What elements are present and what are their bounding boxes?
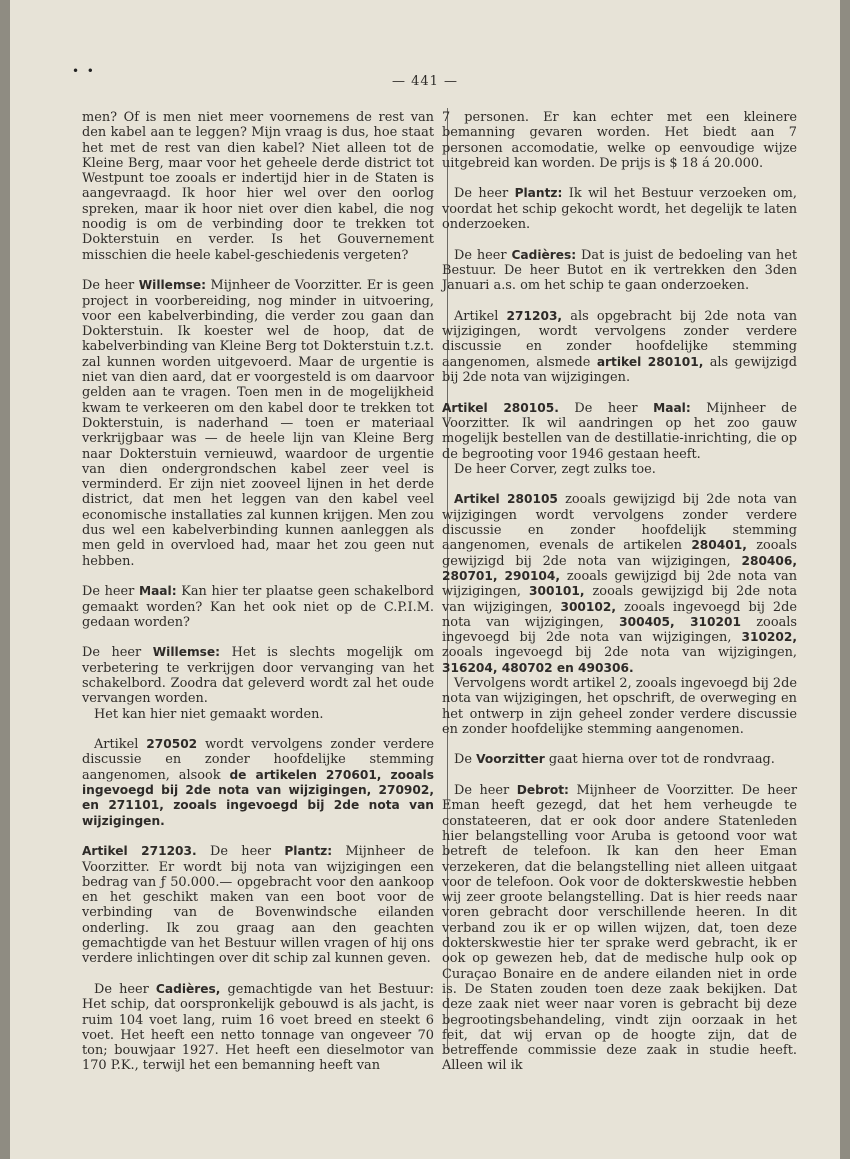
- document-page: [10, 0, 840, 1159]
- left-column: [82, 110, 434, 1074]
- paragraph: De heer Willemse: Het is slechts mogelijk om verbetering te verkrijgen door vervanging van het schakelbord. Zoodra dat geleverd wordt zal het oude vervangen worden.: [82, 645, 434, 707]
- paragraph: De heer Willemse: Mijnheer de Voorzitter. Er is geen project in voorbereiding, nog minder in uitvoering, voor een kabelverbinding, die verder zou gaan dan Dokterstuin. Ik koester wel de hoop, dat de kabelverbinding van Kleine Berg tot Dokterstuin t.z.t. zal kunnen worden uitgevoerd. Maar de urgentie is niet van dien aard, dat er voorgesteld is om daarvoor gelden aan te vragen. Toen men in de mogelijkheid kwam te verkeeren om den kabel door te trekken tot Dokterstuin, is naderhand — toen er materiaal verkrijgbaar was — de heele lijn van Kleine Berg naar Dokterstuin vernieuwd, waardoor de urgentie van dien ondergrondschen kabel zeer veel is verminderd. Er zijn niet zooveel lijnen in het derde district, dat men het leggen van den kabel veel economische installaties zal kunnen krijgen. Men zou dus wel een kabelverbinding kunnen aanleggen als men geld in overvloed had, maar het zou geen nut hebben.: [82, 278, 434, 569]
- paragraph: De heer Maal: Kan hier ter plaatse geen schakelbord gemaakt worden? Kan het ook niet op de C.P.I.M. gedaan worden?: [82, 584, 434, 630]
- paragraph: Artikel 271203. De heer Plantz: Mijnheer de Voorzitter. Er wordt bij nota van wijzigingen een bedrag van ƒ 50.000.— opgebracht voor den aankoop en het geschikt maken van een boot voor de verbinding van de Bovenwindsche eilanden onderling. Ik zou graag aan den geachten gemachtigde van het Bestuur willen vragen of hij ons verdere inlichtingen over dit schip zal kunnen geven.: [82, 844, 435, 967]
- paragraph: men? Of is men niet meer voornemens de rest van den kabel aan te leggen? Mijn vraag is dus, hoe staat het met de rest van dien kabel? Niet alleen tot de Kleine Berg, maar voor het geheele derde district tot Westpunt toe zooals er indertijd hier in de Staten is aangevraagd. Ik hoor hier wel over den oorlog spreken, maar ik hoor niet over dien kabel, die nog noodig is om de verbinding door te trekken tot Dokterstuin en verder. Is het Gouvernement misschien die heele kabel-geschiedenis vergeten?: [82, 110, 434, 263]
- paragraph: Artikel 271203, als opgebracht bij 2de nota van wijzigingen, wordt vervolgens zonder verdere discussie en zonder hoofdelijke stemming aangenomen, alsmede artikel 280101, als gewijzigd bij 2de nota van wijzigingen.: [442, 308, 798, 386]
- paragraph: De heer Corver, zegt zulks toe.: [454, 461, 656, 477]
- paragraph: De heer Cadières, gemachtigde van het Bestuur: Het schip, dat oorspronkelijk gebouwd is als jacht, is ruim 104 voet lang, ruim 16 voet breed en steekt 6 voet. Het heeft een netto tonnage van ongeveer 70 ton; bouwjaar 1927. Het heeft een dieselmotor van 170 P.K., terwijl het een bemanning heeft van: [82, 981, 434, 1074]
- paragraph: Artikel 280105 zooals gewijzigd bij 2de nota van wijzigingen wordt vervolgens zonder verdere discussie en zonder hoofdelijk stemming aangenomen, evenals de artikelen 280401, zooals gewijzigd bij 2de nota van wijzigingen, 280406, 280701, 290104, zooals gewijzigd bij 2de nota van wijzigingen, 300101, zooals gewijzigd bij 2de nota van wijzigingen, 300102, zooals ingevoegd bij 2de nota van wijzigingen, 300405, 310201 zooals ingevoegd bij 2de nota van wijzigingen, 310202, zooals ingevoegd bij 2de nota van wijzigingen, 316204, 480702 en 490306.: [442, 492, 798, 675]
- paragraph: Artikel 270502 wordt vervolgens zonder verdere discussie en zonder hoofdelijke stemming aangenomen, alsook de artikelen 270601, zooals ingevoegd bij 2de nota van wijzigingen, 270902, en 271101, zooals ingevoegd bij 2de nota van wijzigingen.: [82, 737, 434, 828]
- paragraph: 7 personen. Er kan echter met een kleinere bemanning gevaren worden. Het biedt aan 7 personen accomodatie, welke op eenvoudige wijze uitgebreid kan worden. De prijs is $ 18 á 20.000.: [442, 110, 797, 171]
- paragraph: De heer Plantz: Ik wil het Bestuur verzoeken om, voordat het schip gekocht wordt, het degelijk te laten onderzoeken.: [442, 186, 797, 233]
- paragraph: De Voorzitter gaat hierna over tot de rondvraag.: [454, 752, 775, 768]
- paragraph: De heer Cadières: Dat is juist de bedoeling van het Bestuur. De heer Butot en ik vertrekken den 3den Januari a.s. om het schip te gaan onderzoeken.: [442, 247, 798, 294]
- right-column: [442, 110, 797, 1074]
- ink-specks: • •: [72, 64, 94, 78]
- paragraph: De heer Debrot: Mijnheer de Voorzitter. De heer Eman heeft gezegd, dat het hem verheugde te constateeren, dat er ook door andere Statenleden hier belangstelling voor Aruba is getoond voor wat betreft de telefoon. Ik kan den heer Eman verzekeren, dat die belangstelling niet alleen uitgaat voor de telefoon. Ook voor de dokterskwestie hebben wij zeer groote belangstelling. Dat is hier reeds naar voren gebracht door verschillende heeren. In dit verband zou ik er op willen wijzen, dat, toen deze dokterskwestie hier ter sprake werd gebracht, ik er ook op gewezen heb, dat de medische hulp ook op Curaçao Bonaire en de andere eilanden niet in orde is. De Staten zouden toen deze zaak bekijken. Dat deze zaak niet weer naar voren is gebracht bij deze begrootingsbehandeling, vindt zijn oorzaak in het feit, dat wij ervan op de hoogte zijn, dat de betreffende commissie deze zaak in studie heeft. Alleen wil ik: [442, 783, 797, 1074]
- paragraph: Vervolgens wordt artikel 2, zooals ingevoegd bij 2de nota van wijzigingen, het opschrift, de overweging en het ontwerp in zijn geheel zonder verdere discussie en zonder hoofdelijke stemming aangenomen.: [442, 675, 797, 737]
- page-number: — 441 —: [391, 74, 459, 89]
- paragraph: Het kan hier niet gemaakt worden.: [94, 706, 324, 722]
- paragraph: Artikel 280105. De heer Maal: Mijnheer de Voorzitter. Ik wil aandringen op het zoo gauw mogelijk bestellen van de destillatie-inrichting, die op de begrooting voor 1946 gestaan heeft.: [442, 400, 797, 462]
